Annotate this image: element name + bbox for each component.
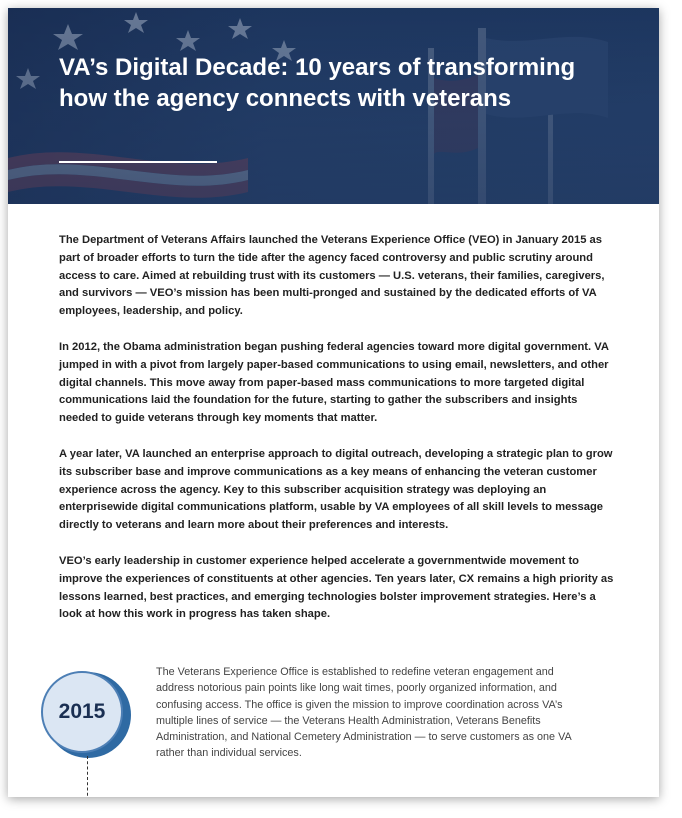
article-body xyxy=(59,232,614,642)
title-underline xyxy=(59,161,217,163)
paragraph: In 2012, the Obama administration began pushing federal agencies toward more digital government. VA jumped in with a pivot from largely paper-based communications to using email, newsletters, and other digital channels. This move away from paper-based mass communications to more targeted digital communications laid the foundation for the future, starting to gather the subscribers and insights needed to guide veterans through key moments that matter. xyxy=(59,340,609,425)
document-page xyxy=(8,8,659,797)
timeline-description: The Veterans Experience Office is established to redefine veteran engagement and address notorious pain points like long wait times, poorly organized information, and confusing access. The office is given the mission to improve coordination across VA’s multiple lines of service — the Veterans Health Administration, Veterans Benefits Administration, and National Cemetery Administration — to serve customers as one VA rather than individual services. xyxy=(156,666,572,760)
timeline-year: 2015 xyxy=(58,700,106,723)
timeline-connector xyxy=(87,756,88,797)
paragraph: VEO’s early leadership in customer experience helped accelerate a governmentwide movement to improve the experiences of constituents at other agencies. Ten years later, CX remains a high priority as lessons learned, best practices, and emerging technologies bolster improvement strategies. Here’s a look at how this work in progress has taken shape. xyxy=(59,554,614,621)
paragraph: A year later, VA launched an enterprise approach to digital outreach, developing a strategic plan to grow its subscriber base and improve communications as a key means of enhancing the veteran customer experience across the agency. Key to this subscriber acquisition strategy was deploying an enterprisewide digital communications platform, usable by VA employees of all skill levels to message directly to veterans and learn more about their preferences and interests. xyxy=(59,447,613,532)
page-title: VA’s Digital Decade: 10 years of transforming how the agency connects with veterans xyxy=(59,54,576,112)
paragraph: The Department of Veterans Affairs launched the Veterans Experience Office (VEO) in January 2015 as part of broader efforts to turn the tide after the agency faced controversy and public scrutiny around access to care. Aimed at rebuilding trust with its customers — U.S. veterans, their families, caregivers, and survivors — VEO’s mission has been multi-pronged and sustained by the dedicated efforts of VA employees, leadership, and policy. xyxy=(59,234,605,318)
timeline-year-badge xyxy=(41,671,123,753)
hero-banner xyxy=(8,8,659,204)
